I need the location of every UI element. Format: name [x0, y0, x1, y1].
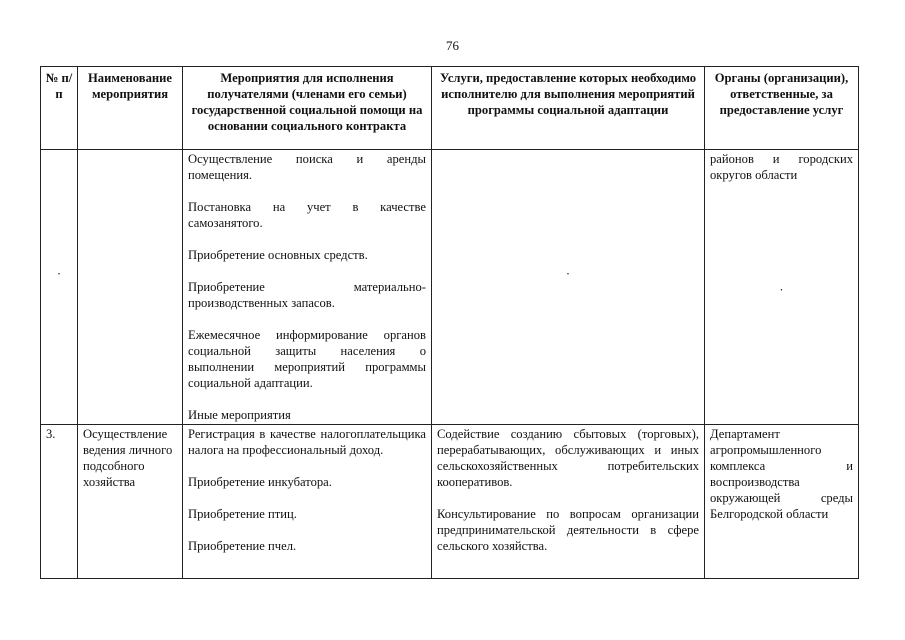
activity-item: Приобретение птиц.	[188, 507, 297, 521]
social-contract-table	[40, 66, 859, 579]
bodies-text: районов и городских округов области	[710, 152, 853, 182]
activity-item: Постановка на учет в качестве самозанятого.	[188, 200, 426, 230]
cell-activities	[183, 425, 432, 579]
table-header-row	[41, 67, 859, 150]
table-row	[41, 150, 859, 425]
header-name: Наименование мероприятия	[78, 67, 183, 150]
activity-item: Приобретение основных средств.	[188, 248, 368, 262]
cell-services	[432, 150, 705, 425]
cell-dot: ·	[565, 267, 571, 281]
cell-name	[78, 150, 183, 425]
service-item: Содействие созданию сбытовых (торговых), перерабатывающих, обслуживающих и иных сельскохозяйственных потребительских кооперативов.	[437, 427, 699, 489]
activity-item: Приобретение материально-производственных запасов.	[188, 280, 426, 310]
cell-name: Осуществление ведения личного подсобного хозяйства	[78, 425, 183, 579]
cell-bodies	[705, 150, 859, 425]
header-bodies: Органы (организации), ответственные, за предоставление услуг	[705, 67, 859, 150]
activity-item: Приобретение пчел.	[188, 539, 297, 553]
activity-item: Приобретение инкубатора.	[188, 475, 332, 489]
activity-item: Иные мероприятия	[188, 408, 291, 422]
cell-num: 3.	[41, 425, 78, 579]
page-number: 76	[446, 38, 459, 53]
cell-services	[432, 425, 705, 579]
header-activities: Мероприятия для исполнения получателями (членами его семьи) государственной социальной помощи на основании социального контракта	[183, 67, 432, 150]
activity-item: Регистрация в качестве налогоплательщика налога на профессиональный доход.	[188, 427, 426, 457]
activity-item: Осуществление поиска и аренды помещения.	[188, 152, 426, 182]
bodies-text: Департамент агропромышленного комплекса и воспроизводства окружающей среды Белгородской области	[710, 427, 853, 521]
activity-item: Ежемесячное информирование органов социальной защиты населения о выполнении мероприятий программы социальной адаптации.	[188, 328, 426, 390]
service-item: Консультирование по вопросам организации предпринимательской деятельности в сфере сельского хозяйства.	[437, 507, 699, 553]
cell-bodies	[705, 425, 859, 579]
header-services: Услуги, предоставление которых необходимо исполнителю для выполнения мероприятий программы социальной адаптации	[432, 67, 705, 150]
table-row	[41, 425, 859, 579]
header-num: № п/п	[41, 67, 78, 150]
cell-dot: ·	[779, 283, 784, 297]
cell-activities	[183, 150, 432, 425]
cell-num	[41, 150, 78, 425]
cell-dot: ·	[56, 267, 62, 281]
